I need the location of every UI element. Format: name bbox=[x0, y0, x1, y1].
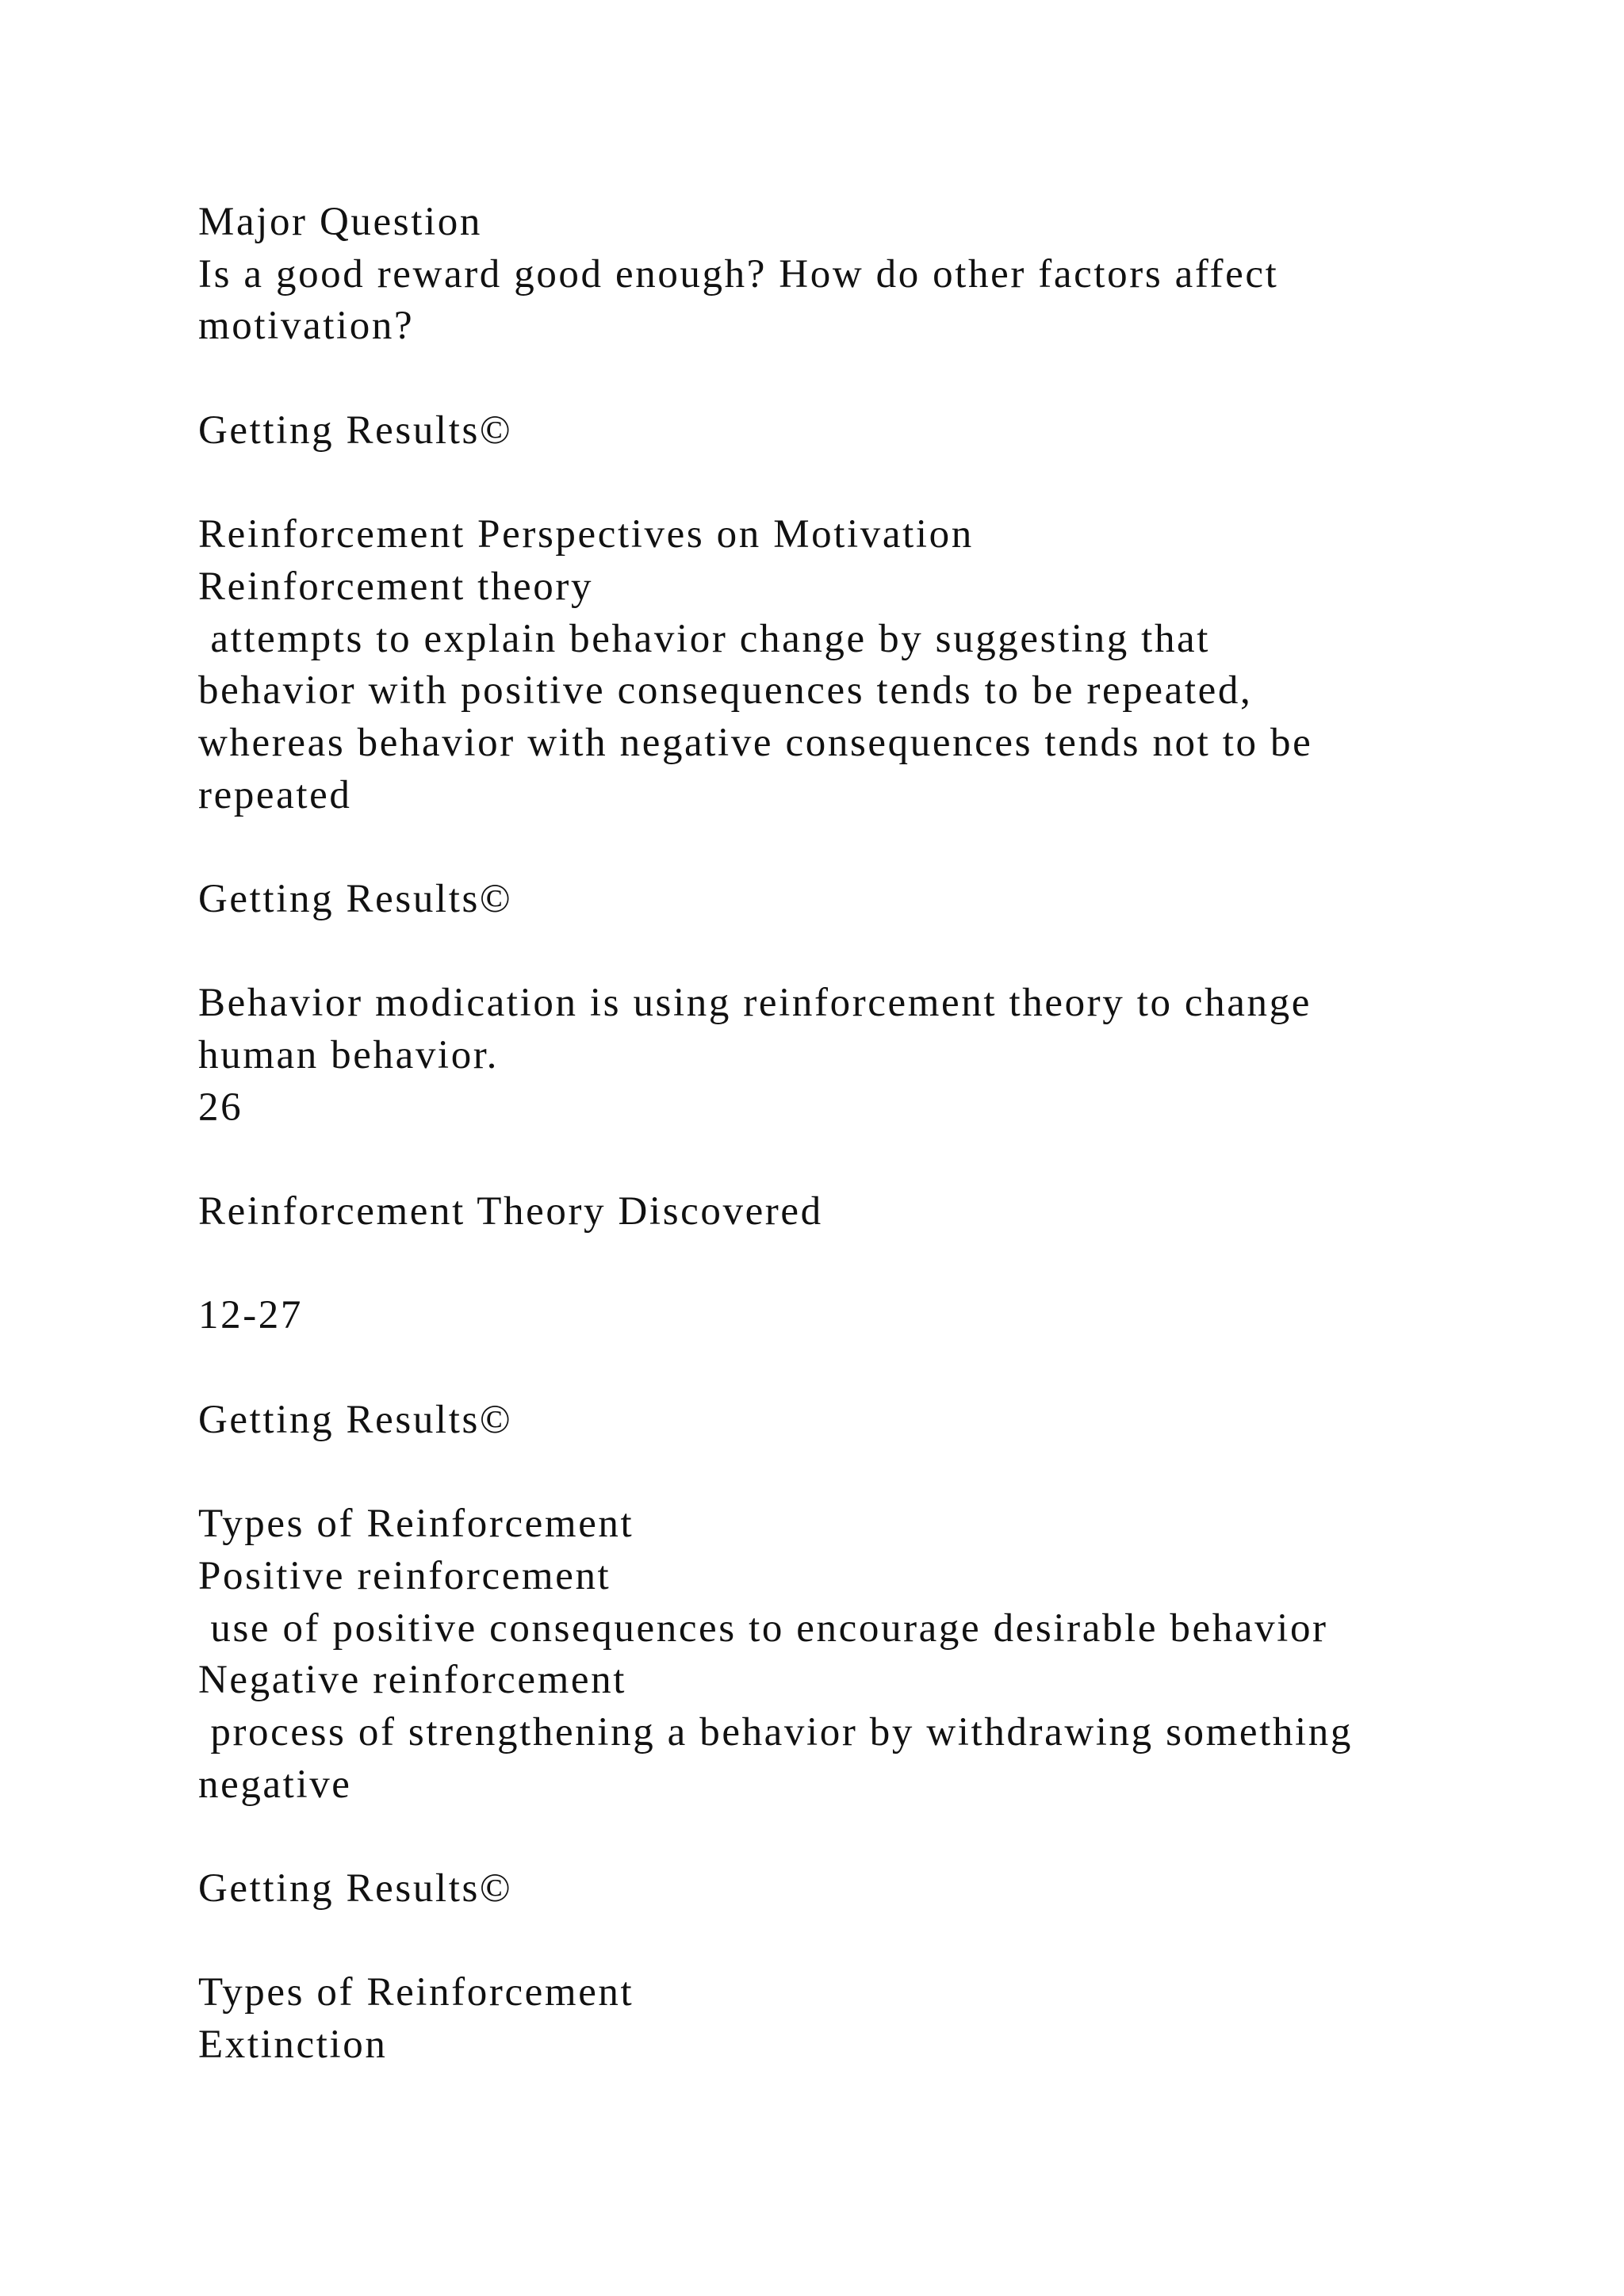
slide-number: 26 bbox=[198, 1085, 243, 1130]
term-positive-reinforcement: Positive reinforcement bbox=[198, 1553, 611, 1598]
blank-line bbox=[198, 1134, 1467, 1186]
blank-line bbox=[198, 1915, 1467, 1968]
blank-line bbox=[198, 1342, 1467, 1395]
footer-getting-results: Getting Results© bbox=[198, 1866, 513, 1911]
heading-major-question: Major Question bbox=[198, 200, 482, 244]
slide-number: 12-27 bbox=[198, 1293, 303, 1338]
text-line: repeated bbox=[198, 772, 352, 817]
text-line: use of positive consequences to encourage desirable behavior bbox=[198, 1605, 1328, 1651]
blank-line bbox=[198, 1811, 1467, 1863]
text-line: attempts to explain behavior change by suggesting that bbox=[198, 616, 1211, 661]
term-negative-reinforcement: Negative reinforcement bbox=[198, 1658, 627, 1703]
text-line: human behavior. bbox=[198, 1033, 499, 1077]
document-body bbox=[198, 197, 1467, 2072]
term-reinforcement-theory: Reinforcement theory bbox=[198, 564, 594, 609]
footer-getting-results: Getting Results© bbox=[198, 408, 513, 453]
blank-line bbox=[198, 1238, 1467, 1291]
footer-getting-results: Getting Results© bbox=[198, 876, 513, 921]
text-line: whereas behavior with negative consequences tends not to be bbox=[198, 720, 1313, 765]
footer-getting-results: Getting Results© bbox=[198, 1397, 513, 1442]
text-line: motivation? bbox=[198, 304, 415, 349]
heading-types-of-reinforcement: Types of Reinforcement bbox=[198, 1502, 634, 1547]
heading-reinforcement-perspectives: Reinforcement Perspectives on Motivation bbox=[198, 512, 974, 557]
text-line: Behavior modication is using reinforcement theory to change bbox=[198, 981, 1312, 1026]
blank-line bbox=[198, 926, 1467, 978]
blank-line bbox=[198, 457, 1467, 509]
blank-line bbox=[198, 353, 1467, 405]
text-line: Is a good reward good enough? How do other factors affect bbox=[198, 251, 1279, 297]
heading-reinforcement-theory-discovered: Reinforcement Theory Discovered bbox=[198, 1189, 823, 1234]
text-line: process of strengthening a behavior by withdrawing something bbox=[198, 1709, 1353, 1755]
text-line: behavior with positive consequences tends to be repeated, bbox=[198, 668, 1253, 714]
blank-line bbox=[198, 821, 1467, 874]
text-line: negative bbox=[198, 1762, 352, 1807]
term-extinction: Extinction bbox=[198, 2022, 388, 2068]
heading-types-of-reinforcement: Types of Reinforcement bbox=[198, 1970, 634, 2015]
blank-line bbox=[198, 1447, 1467, 1499]
